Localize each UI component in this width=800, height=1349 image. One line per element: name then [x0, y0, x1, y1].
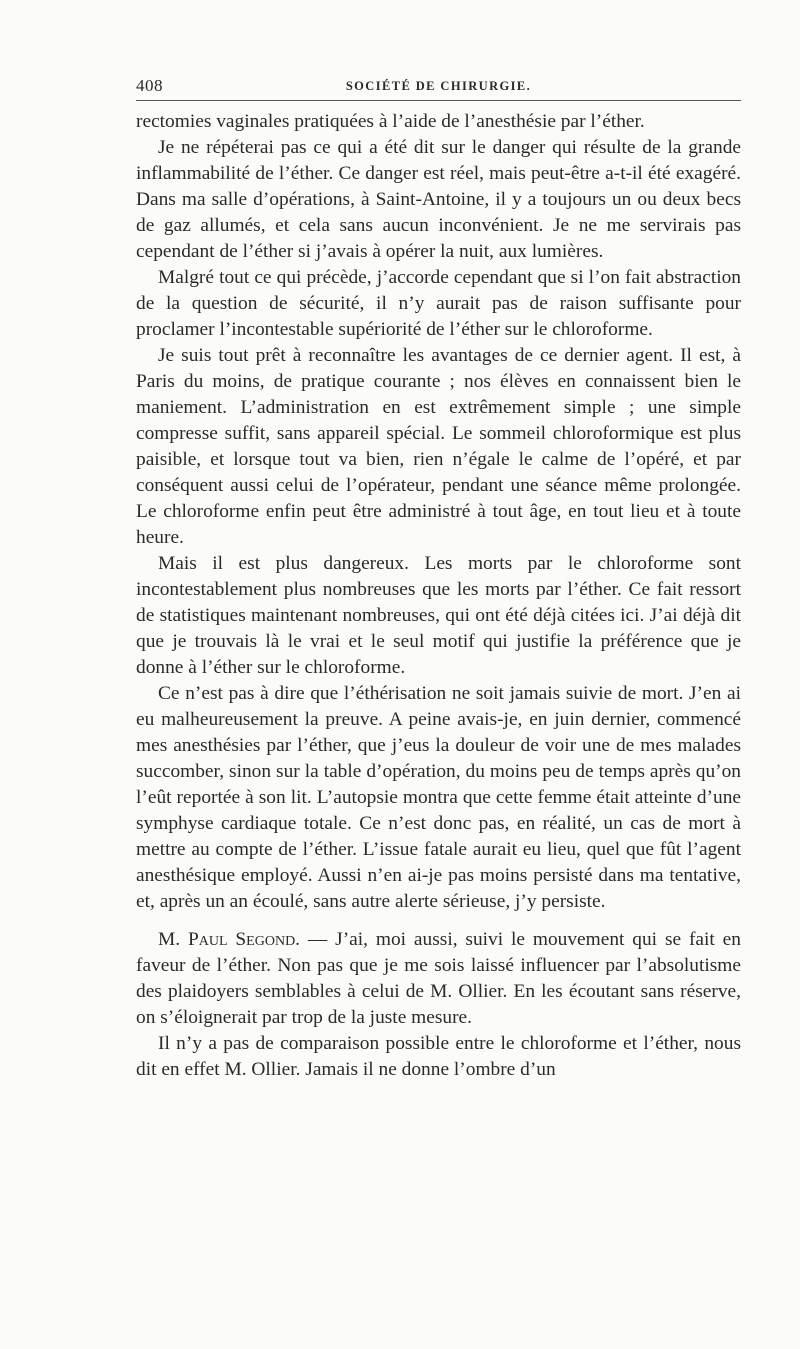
speaker-paragraph [136, 927, 741, 1031]
paragraph: Malgré tout ce qui précède, j’accorde cependant que si l’on fait abstraction de la question de sécurité, il n’y aurait pas de raison suffisante pour proclamer l’incontestable supériorité de l’éther sur le chloroforme. [136, 267, 741, 340]
header-rule [136, 100, 741, 101]
document-page [136, 70, 741, 1083]
paragraph: Je suis tout prêt à reconnaître les avantages de ce dernier agent. Il est, à Paris du moins, de pratique courante ; nos élèves en connaissent bien le maniement. L’administration en est extrêmement simple ; une simple compresse suffit, sans appareil spécial. Le sommeil chloroformique est plus paisible, et lorsque tout va bien, rien n’égale le calme de l’opéré, et par conséquent aussi celui de l’opérateur, pendant une séance même prolongée. Le chloroforme enfin peut être administré à tout âge, en tout lieu et à toute heure. [136, 345, 741, 548]
speaker-prefix: M. [158, 929, 181, 950]
page-number: 408 [136, 76, 163, 95]
paragraph: Ce n’est pas à dire que l’éthérisation ne soit jamais suivie de mort. J’en ai eu malheureusement la preuve. A peine avais-je, en juin dernier, commencé mes anesthésies par l’éther, que j’eus la douleur de voir une de mes malades succomber, sinon sur la table d’opération, du moins peu de temps après qu’on l’eût reportée à son lit. L’autopsie montra que cette femme était atteinte d’une symphyse cardiaque totale. Ce n’est donc pas, en réalité, un cas de mort à mettre au compte de l’éther. L’issue fatale aurait eu lieu, quel que fût l’agent anesthésique employé. Aussi n’en ai-je pas moins persisté dans ma tentative, et, après un an écoulé, sans autre alerte sérieuse, j’y persiste. [136, 683, 741, 912]
speaker-name: Paul Segond. [187, 929, 301, 950]
speaker-text: — J’ai, moi aussi, suivi le mouvement qui se fait en faveur de l’éther. Non pas que je me sois laissé influencer par l’absolutisme des plaidoyers semblables à celui de M. Ollier. En les écoutant sans réserve, on s’éloignerait par trop de la juste mesure. [136, 929, 741, 1028]
paragraph: Je ne répéterai pas ce qui a été dit sur le danger qui résulte de la grande inflammabilité de l’éther. Ce danger est réel, mais peut-être a-t-il été exagéré. Dans ma salle d’opérations, à Saint-Antoine, il y a toujours un ou deux becs de gaz allumés, et cela sans aucun inconvénient. Je ne me servirais pas cependant de l’éther si j’avais à opérer la nuit, aux lumières. [136, 137, 741, 262]
paragraph-continuation: rectomies vaginales pratiquées à l’aide de l’anesthésie par l’éther. [136, 111, 645, 132]
paragraph: Mais il est plus dangereux. Les morts par le chloroforme sont incontestablement plus nombreuses que les morts par l’éther. Ce fait ressort de statistiques maintenant nombreuses, qui ont été déjà citées ici. J’ai déjà dit que je trouvais là le vrai et le seul motif qui justifie la préférence que je donne à l’éther sur le chloroforme. [136, 553, 741, 678]
running-head [136, 70, 741, 100]
body-text [136, 109, 741, 1083]
running-title: SOCIÉTÉ DE CHIRURGIE. [345, 79, 532, 93]
paragraph-closing: Il n’y a pas de comparaison possible entre le chloroforme et l’éther, nous dit en effet M. Ollier. Jamais il ne donne l’ombre d’un [136, 1033, 741, 1080]
